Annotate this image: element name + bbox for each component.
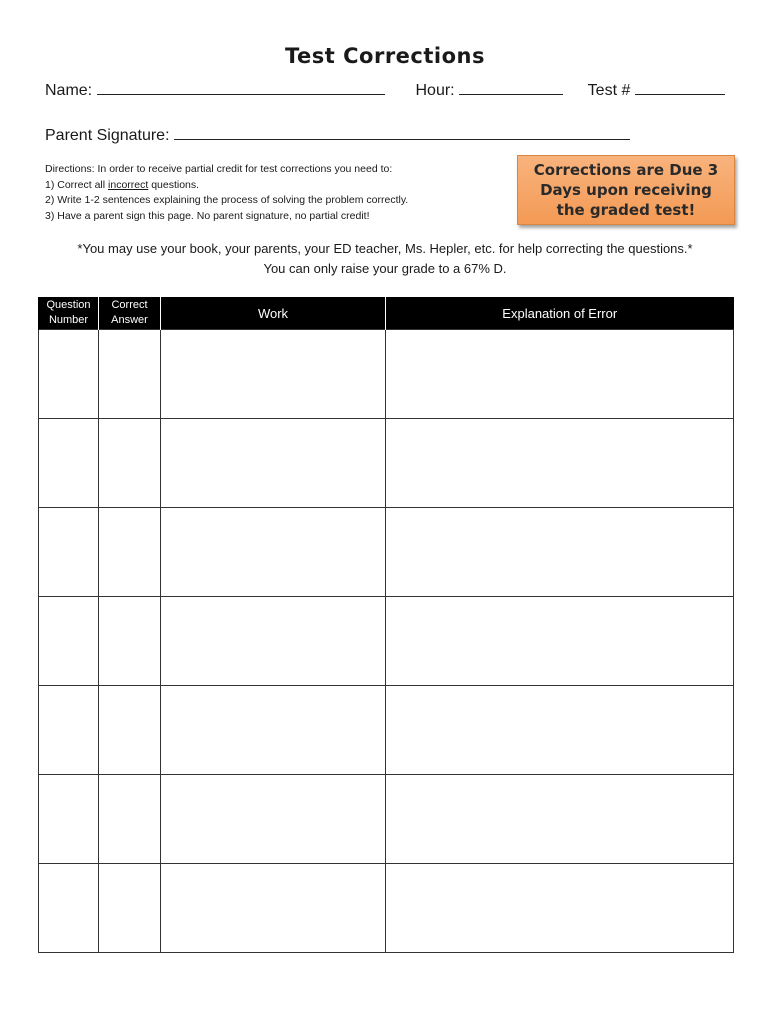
question-number-cell[interactable] <box>39 775 99 864</box>
step-1-underlined: incorrect <box>108 178 149 191</box>
question-number-cell[interactable] <box>39 686 99 775</box>
explanation-cell[interactable] <box>386 775 734 864</box>
directions-intro: Directions: In order to receive partial credit for test corrections you need to: <box>45 163 393 175</box>
table-row <box>39 419 734 508</box>
table-row <box>39 775 734 864</box>
parent-signature-row <box>45 125 630 145</box>
table-row <box>39 330 734 419</box>
test-number-label: Test # <box>587 82 631 99</box>
header-correct-answer <box>99 297 161 330</box>
explanation-cell[interactable] <box>386 864 734 953</box>
header-work: Work <box>161 297 386 330</box>
question-number-cell[interactable] <box>39 597 99 686</box>
correct-answer-cell[interactable] <box>99 508 161 597</box>
help-note: *You may use your book, your parents, your ED teacher, Ms. Hepler, etc. for help correcting the questions.* <box>77 241 693 256</box>
correct-answer-cell[interactable] <box>99 597 161 686</box>
grade-limit-note: You can only raise your grade to a 67% D. <box>263 261 507 276</box>
correct-answer-cell[interactable] <box>99 419 161 508</box>
parent-signature-field[interactable] <box>174 125 630 140</box>
table-row <box>39 597 734 686</box>
explanation-cell[interactable] <box>386 508 734 597</box>
explanation-cell[interactable] <box>386 597 734 686</box>
header-answer-line2: Answer <box>111 314 148 326</box>
work-cell[interactable] <box>161 597 386 686</box>
directions-step-2: 2) Write 1-2 sentences explaining the process of solving the problem correctly. <box>45 194 409 206</box>
explanation-cell[interactable] <box>386 330 734 419</box>
table-body <box>39 330 734 953</box>
question-number-cell[interactable] <box>39 864 99 953</box>
work-cell[interactable] <box>161 686 386 775</box>
table-header-row <box>39 297 734 330</box>
directions-step-1 <box>45 178 408 194</box>
corrections-table <box>38 297 734 953</box>
question-number-cell[interactable] <box>39 508 99 597</box>
directions <box>45 162 408 224</box>
hour-label: Hour: <box>415 82 455 99</box>
header-question-line2: Number <box>48 314 89 326</box>
table-row <box>39 508 734 597</box>
work-cell[interactable] <box>161 330 386 419</box>
name-label: Name: <box>45 82 93 99</box>
correct-answer-cell[interactable] <box>99 330 161 419</box>
table-row <box>39 686 734 775</box>
explanation-cell[interactable] <box>386 686 734 775</box>
directions-step-3: 3) Have a parent sign this page. No parent signature, no partial credit! <box>45 209 370 222</box>
step-1-suffix: questions. <box>148 178 200 191</box>
work-cell[interactable] <box>161 864 386 953</box>
step-1-prefix: 1) Correct all <box>45 178 109 191</box>
question-number-cell[interactable] <box>39 419 99 508</box>
parent-signature-label: Parent Signature: <box>45 127 170 144</box>
due-notice-text: Corrections are Due 3 Days upon receiving the graded test! <box>533 161 719 219</box>
hour-field[interactable] <box>459 80 563 95</box>
header-answer-line1: Correct <box>111 299 148 311</box>
header-question-number <box>39 297 99 330</box>
header-question-line1: Question <box>46 299 91 311</box>
table-row <box>39 864 734 953</box>
test-number-field[interactable] <box>635 80 725 95</box>
due-notice-box <box>517 155 735 225</box>
correct-answer-cell[interactable] <box>99 775 161 864</box>
student-info-row <box>45 80 725 100</box>
explanation-cell[interactable] <box>386 419 734 508</box>
correct-answer-cell[interactable] <box>99 686 161 775</box>
page-title: Test Corrections <box>285 44 485 68</box>
work-cell[interactable] <box>161 419 386 508</box>
correct-answer-cell[interactable] <box>99 864 161 953</box>
question-number-cell[interactable] <box>39 330 99 419</box>
work-cell[interactable] <box>161 775 386 864</box>
name-field[interactable] <box>97 80 385 95</box>
work-cell[interactable] <box>161 508 386 597</box>
header-explanation: Explanation of Error <box>386 297 734 330</box>
